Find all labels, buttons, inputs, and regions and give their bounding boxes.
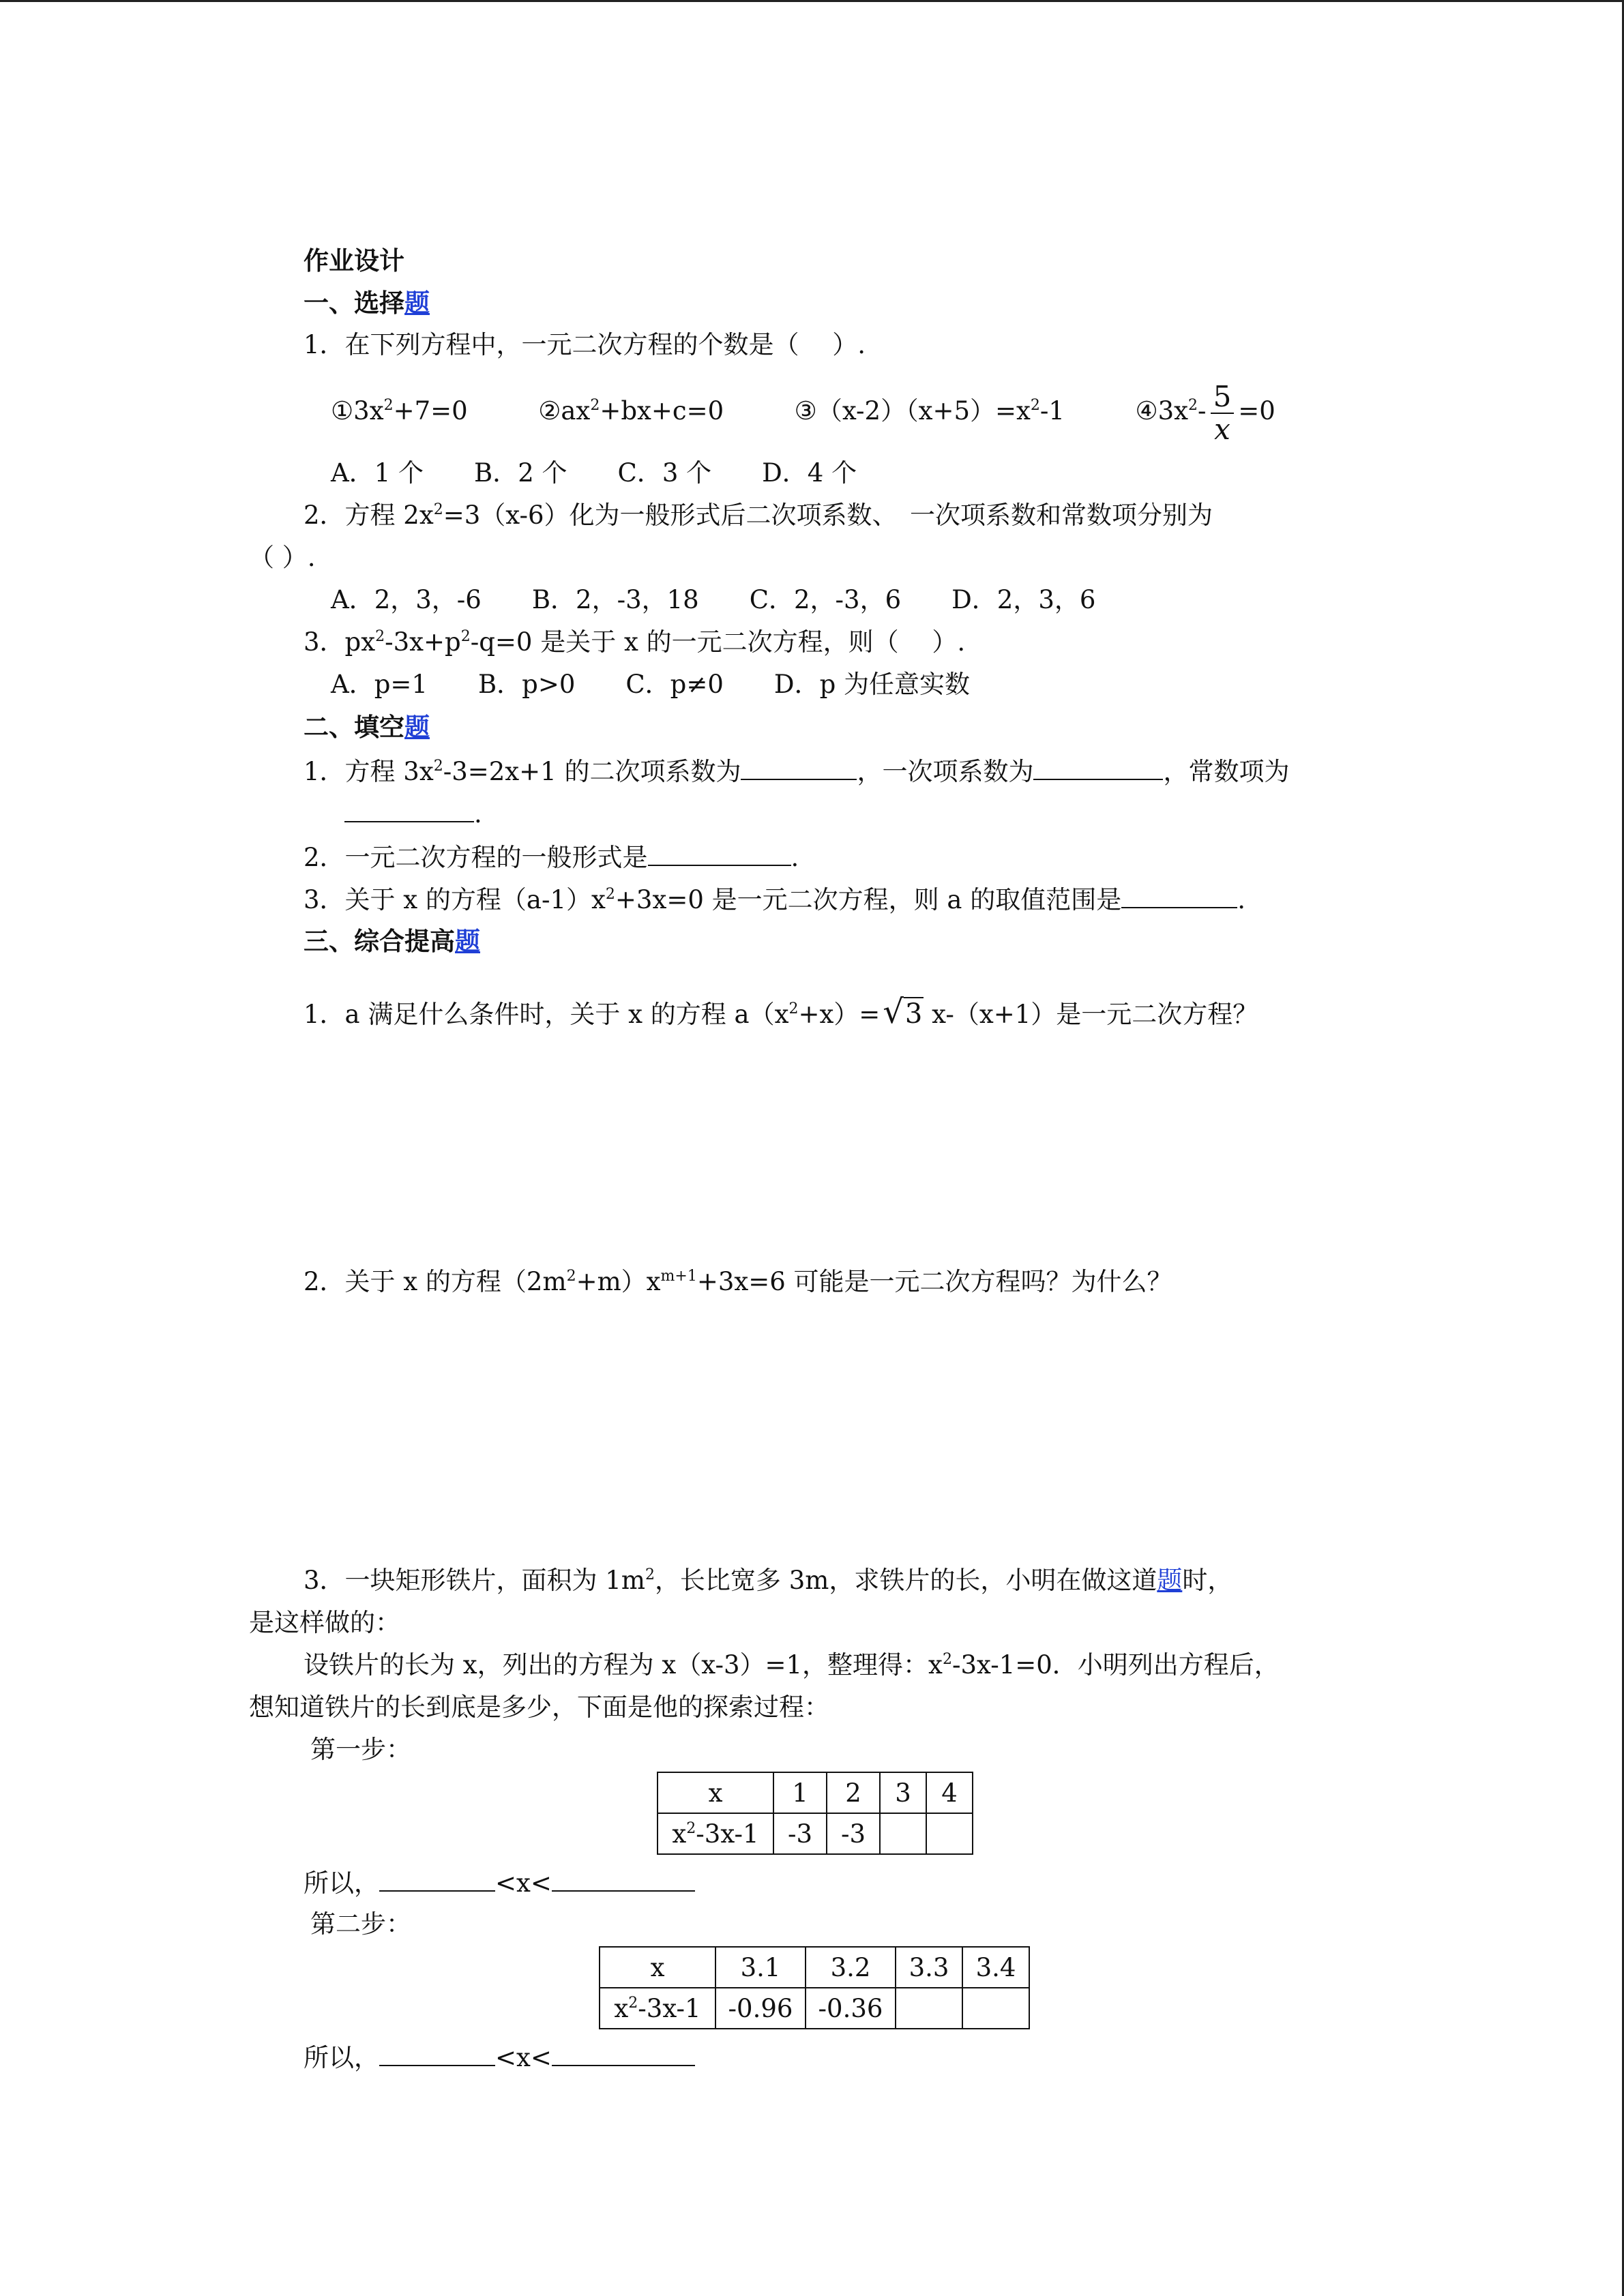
comp-q3-link[interactable]: 题: [1157, 1566, 1183, 1595]
fill-q3-blank[interactable]: [1121, 884, 1237, 908]
page-top-border: [0, 0, 1624, 2]
comp-q1: 1．a 满足什么条件时，关于 x 的方程 $a(x^2+x)=√3$ x-（x+1）是一元二次方程？: [304, 992, 1258, 1032]
section-fill-link[interactable]: 题: [404, 712, 430, 742]
table-cell: 3.3: [896, 1947, 962, 1988]
step2-label: 第二步：: [310, 1909, 411, 1939]
table-cell: 2: [827, 1772, 880, 1813]
table-cell: -3: [827, 1813, 880, 1854]
step1-conclusion: 所以， <x<: [304, 1867, 695, 1898]
comp-q3-line1: 3．一块矩形铁片，面积为 $1m^2$，长比宽多 3m，求铁片的长，小明在做这道题时，: [304, 1566, 1233, 1595]
table-cell: 4: [926, 1772, 973, 1813]
section-choice-heading: 一、选择题: [304, 288, 430, 318]
section-fill-heading: 二、填空题: [304, 712, 430, 742]
section-comprehensive-link[interactable]: 题: [455, 926, 480, 956]
table-row: [600, 1947, 1029, 1988]
step2-blank-upper[interactable]: [552, 2042, 695, 2066]
section-choice-link[interactable]: 题: [404, 288, 430, 318]
q2-options: A．2，3，-6 B．2，-3，18 C．2，-3，6 D．2，3，6: [331, 585, 1096, 614]
table-cell: $x^2-3x-1$: [600, 1988, 715, 2029]
fill-q1-cont: .: [344, 798, 482, 829]
table-cell[interactable]: [926, 1813, 973, 1854]
table-cell: 3.4: [962, 1947, 1029, 1988]
sqrt-3: √3: [883, 993, 923, 1031]
table-cell: -0.36: [806, 1988, 896, 2029]
table-cell: 3.1: [715, 1947, 806, 1988]
fill-q2: 2．一元二次方程的一般形式是 .: [304, 843, 799, 872]
fill-q1: 1．方程 $3x^2-3=2x+1$ 的二次项系数为 ，一次项系数为 ，常数项为: [304, 757, 1290, 786]
fill-q1-blank-3[interactable]: [344, 798, 474, 822]
table-row: [600, 1988, 1029, 2029]
table-step2: [599, 1946, 1030, 2029]
table-step1: [657, 1772, 973, 1855]
q3-options: A．p=1 B．p>0 C．p≠0 D．p 为任意实数: [331, 670, 971, 699]
step2-conclusion: 所以， <x<: [304, 2042, 695, 2073]
q3-stem: 3．$px^2-3x+p^2-q=0$ 是关于 x 的一元二次方程，则（ ）.: [304, 627, 966, 657]
step1-blank-upper[interactable]: [552, 1867, 695, 1892]
table-cell: x: [658, 1772, 773, 1813]
table-cell: $x^2-3x-1$: [658, 1813, 773, 1854]
table-cell[interactable]: [896, 1988, 962, 2029]
table-cell: x: [600, 1947, 715, 1988]
q1-eq2: $②ax^2+bx+c=0$: [538, 396, 724, 426]
q1-eq1: $①3x^2+7=0$: [331, 396, 468, 426]
q2-stem-cont: （ ）.: [249, 543, 316, 572]
q1-eq4: $④3x^2-$ $\frac{5}{x}$ =0: [1135, 379, 1275, 446]
q1-eq4-fraction: $\frac{5}{x}$: [1211, 381, 1235, 445]
table-row: [658, 1772, 973, 1813]
q1-equations: [331, 374, 1275, 449]
comp-q2: 2．关于 x 的方程$(2m^2+m)x^{m+1}+3x=6$ 可能是一元二次方程吗？为什么？: [304, 1267, 1172, 1296]
step1-label: 第一步：: [310, 1735, 411, 1764]
section-comprehensive-heading: 三、综合提高题: [304, 926, 480, 956]
fill-q1-blank-1[interactable]: [741, 756, 857, 780]
q1-options: A．1 个 B．2 个 C．3 个 D．4 个: [331, 458, 857, 488]
table-cell[interactable]: [962, 1988, 1029, 2029]
fill-q1-blank-2[interactable]: [1033, 756, 1163, 780]
q1-stem: 1．在下列方程中，一元二次方程的个数是（ ）.: [304, 330, 866, 359]
fill-q2-blank[interactable]: [648, 841, 791, 866]
comp-q3-line2: 是这样做的：: [249, 1608, 400, 1637]
page-title: 作业设计: [304, 245, 404, 275]
table-cell: -3: [773, 1813, 827, 1854]
table-cell: 1: [773, 1772, 827, 1813]
comp-q3-line4: 想知道铁片的长到底是多少，下面是他的探索过程：: [249, 1693, 829, 1722]
table-cell[interactable]: [880, 1813, 926, 1854]
q2-stem: 2．方程 $2x^2=3(x-6)$化为一般形式后二次项系数、 一次项系数和常数项分别为: [304, 501, 1213, 530]
table-cell: 3.2: [806, 1947, 896, 1988]
q1-eq3: $③(x-2)(x+5)=x^2-1$: [794, 396, 1065, 426]
step1-blank-lower[interactable]: [379, 1867, 495, 1892]
table-cell: 3: [880, 1772, 926, 1813]
step2-blank-lower[interactable]: [379, 2042, 495, 2066]
table-cell: -0.96: [715, 1988, 806, 2029]
comp-q3-line3: 设铁片的长为 x，列出的方程为 x（x-3）=1，整理得：$x^2-3x-1=0$．小明列出方程后，: [304, 1650, 1280, 1680]
fill-q3: 3．关于 x 的方程$(a-1)x^2+3x=0$ 是一元二次方程，则 a 的取值范围是 .: [304, 885, 1245, 914]
table-row: [658, 1813, 973, 1854]
